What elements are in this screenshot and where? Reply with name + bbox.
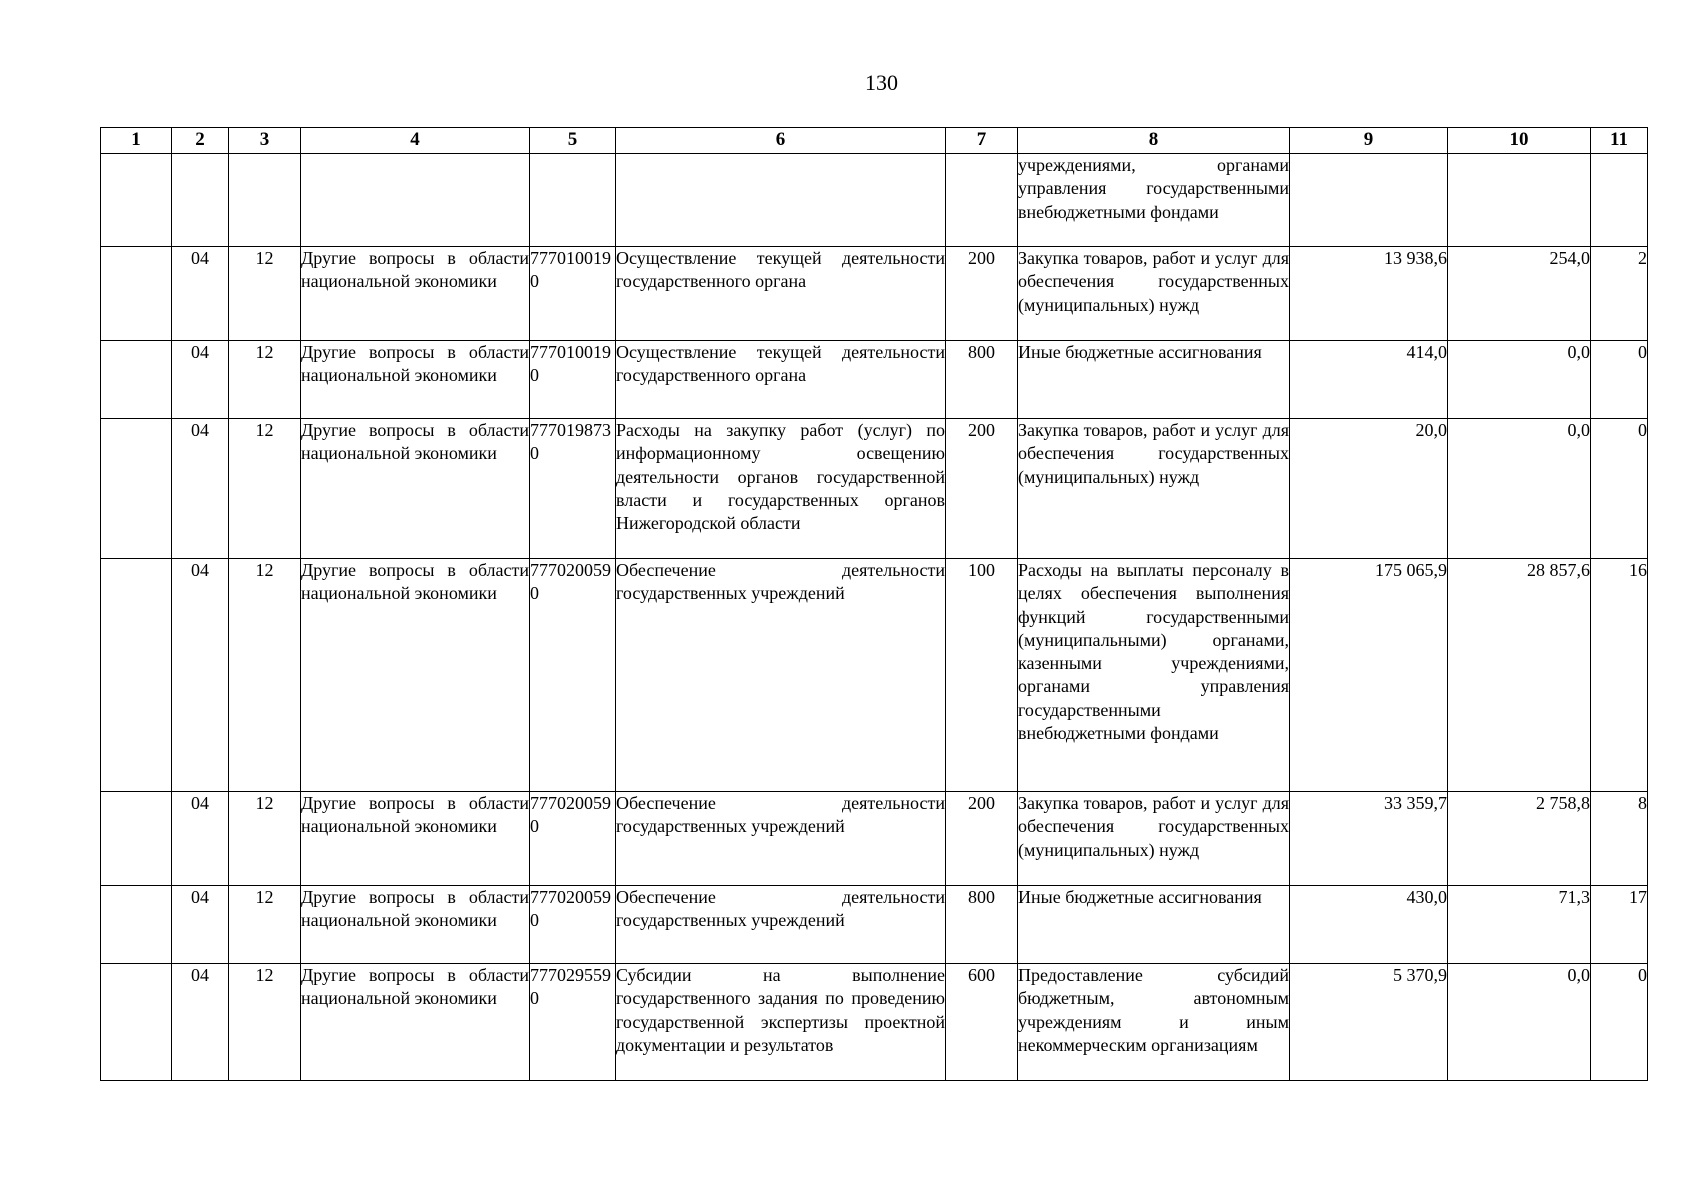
cell-target-code: 7770295590 [530, 964, 616, 1081]
cell-amount-11 [1591, 154, 1648, 247]
col-header-3: 3 [229, 128, 301, 154]
cell-target-name: Субсидии на выполнение государственного задания по проведению государственной экспертизы проектной документации и результатов [616, 964, 946, 1081]
cell-subsection: 12 [229, 559, 301, 792]
cell-amount-10: 0,0 [1448, 341, 1591, 419]
cell-amount-9: 430,0 [1290, 886, 1448, 964]
cell-amount-9 [1290, 154, 1448, 247]
cell-target-name: Осуществление текущей деятельности государственного органа [616, 247, 946, 341]
cell-amount-9: 13 938,6 [1290, 247, 1448, 341]
cell-expense-name: Расходы на выплаты персоналу в целях обеспечения выполнения функций государственными (муниципальными) органами, казенными учреждениями, органами управления государственными внебюджетными фондами [1018, 559, 1290, 792]
table-row [101, 419, 1648, 559]
cell-amount-11: 0 [1591, 964, 1648, 1081]
cell-expense-type: 100 [946, 559, 1018, 792]
cell-row-number [101, 964, 172, 1081]
table-row [101, 559, 1648, 792]
cell-section-name [301, 154, 530, 247]
col-header-5: 5 [530, 128, 616, 154]
cell-target-code [530, 154, 616, 247]
cell-subsection [229, 154, 301, 247]
cell-target-code: 7770100190 [530, 341, 616, 419]
cell-section-name: Другие вопросы в области национальной экономики [301, 792, 530, 886]
cell-subsection: 12 [229, 419, 301, 559]
cell-row-number [101, 247, 172, 341]
table-row [101, 247, 1648, 341]
cell-row-number [101, 419, 172, 559]
cell-expense-type: 200 [946, 247, 1018, 341]
cell-section-name: Другие вопросы в области национальной экономики [301, 886, 530, 964]
cell-section: 04 [172, 964, 229, 1081]
cell-expense-name: Закупка товаров, работ и услуг для обеспечения государственных (муниципальных) нужд [1018, 247, 1290, 341]
cell-section: 04 [172, 559, 229, 792]
cell-section-name: Другие вопросы в области национальной экономики [301, 559, 530, 792]
cell-amount-11: 16 [1591, 559, 1648, 792]
cell-section: 04 [172, 792, 229, 886]
cell-amount-10: 2 758,8 [1448, 792, 1591, 886]
cell-row-number [101, 886, 172, 964]
cell-section-name: Другие вопросы в области национальной экономики [301, 341, 530, 419]
col-header-11: 11 [1591, 128, 1648, 154]
cell-row-number [101, 154, 172, 247]
cell-expense-type [946, 154, 1018, 247]
cell-amount-11: 0 [1591, 341, 1648, 419]
table-row [101, 154, 1648, 247]
cell-amount-9: 5 370,9 [1290, 964, 1448, 1081]
cell-amount-10: 254,0 [1448, 247, 1591, 341]
cell-amount-9: 33 359,7 [1290, 792, 1448, 886]
cell-amount-9: 175 065,9 [1290, 559, 1448, 792]
cell-row-number [101, 792, 172, 886]
cell-section: 04 [172, 886, 229, 964]
col-header-8: 8 [1018, 128, 1290, 154]
cell-amount-10 [1448, 154, 1591, 247]
col-header-7: 7 [946, 128, 1018, 154]
table-row [101, 964, 1648, 1081]
cell-section-name: Другие вопросы в области национальной экономики [301, 964, 530, 1081]
cell-amount-9: 414,0 [1290, 341, 1448, 419]
cell-expense-type: 600 [946, 964, 1018, 1081]
col-header-10: 10 [1448, 128, 1591, 154]
cell-subsection: 12 [229, 886, 301, 964]
col-header-2: 2 [172, 128, 229, 154]
cell-target-name: Расходы на закупку работ (услуг) по информационному освещению деятельности органов государственной власти и государственных органов Нижегородской области [616, 419, 946, 559]
cell-amount-11: 0 [1591, 419, 1648, 559]
cell-expense-name: Предоставление субсидий бюджетным, автономным учреждениям и иным некоммерческим организациям [1018, 964, 1290, 1081]
header-row [101, 128, 1648, 154]
cell-expense-name: Иные бюджетные ассигнования [1018, 341, 1290, 419]
cell-target-name: Осуществление текущей деятельности государственного органа [616, 341, 946, 419]
cell-expense-type: 800 [946, 341, 1018, 419]
cell-target-code: 7770200590 [530, 792, 616, 886]
cell-section: 04 [172, 341, 229, 419]
cell-target-name: Обеспечение деятельности государственных учреждений [616, 886, 946, 964]
cell-subsection: 12 [229, 247, 301, 341]
table-row [101, 341, 1648, 419]
cell-target-code: 7770198730 [530, 419, 616, 559]
cell-expense-name: учреждениями, органами управления государственными внебюджетными фондами [1018, 154, 1290, 247]
cell-subsection: 12 [229, 792, 301, 886]
col-header-9: 9 [1290, 128, 1448, 154]
cell-amount-11: 8 [1591, 792, 1648, 886]
col-header-4: 4 [301, 128, 530, 154]
page-number: 130 [865, 70, 898, 95]
cell-amount-10: 28 857,6 [1448, 559, 1591, 792]
cell-section-name: Другие вопросы в области национальной экономики [301, 247, 530, 341]
col-header-6: 6 [616, 128, 946, 154]
table-row [101, 886, 1648, 964]
cell-expense-type: 200 [946, 419, 1018, 559]
cell-target-code: 7770200590 [530, 559, 616, 792]
cell-subsection: 12 [229, 341, 301, 419]
cell-section [172, 154, 229, 247]
cell-section-name: Другие вопросы в области национальной экономики [301, 419, 530, 559]
cell-target-code: 7770100190 [530, 247, 616, 341]
cell-expense-name: Иные бюджетные ассигнования [1018, 886, 1290, 964]
cell-amount-10: 71,3 [1448, 886, 1591, 964]
cell-target-name [616, 154, 946, 247]
cell-amount-9: 20,0 [1290, 419, 1448, 559]
cell-expense-name: Закупка товаров, работ и услуг для обеспечения государственных (муниципальных) нужд [1018, 419, 1290, 559]
cell-amount-11: 2 [1591, 247, 1648, 341]
col-header-1: 1 [101, 128, 172, 154]
cell-subsection: 12 [229, 964, 301, 1081]
cell-row-number [101, 559, 172, 792]
budget-table [100, 127, 1648, 1081]
cell-target-name: Обеспечение деятельности государственных учреждений [616, 559, 946, 792]
cell-expense-name: Закупка товаров, работ и услуг для обеспечения государственных (муниципальных) нужд [1018, 792, 1290, 886]
cell-amount-10: 0,0 [1448, 964, 1591, 1081]
cell-section: 04 [172, 247, 229, 341]
cell-target-name: Обеспечение деятельности государственных учреждений [616, 792, 946, 886]
cell-amount-11: 17 [1591, 886, 1648, 964]
table-row [101, 792, 1648, 886]
cell-expense-type: 800 [946, 886, 1018, 964]
cell-row-number [101, 341, 172, 419]
cell-target-code: 7770200590 [530, 886, 616, 964]
cell-section: 04 [172, 419, 229, 559]
cell-amount-10: 0,0 [1448, 419, 1591, 559]
cell-expense-type: 200 [946, 792, 1018, 886]
